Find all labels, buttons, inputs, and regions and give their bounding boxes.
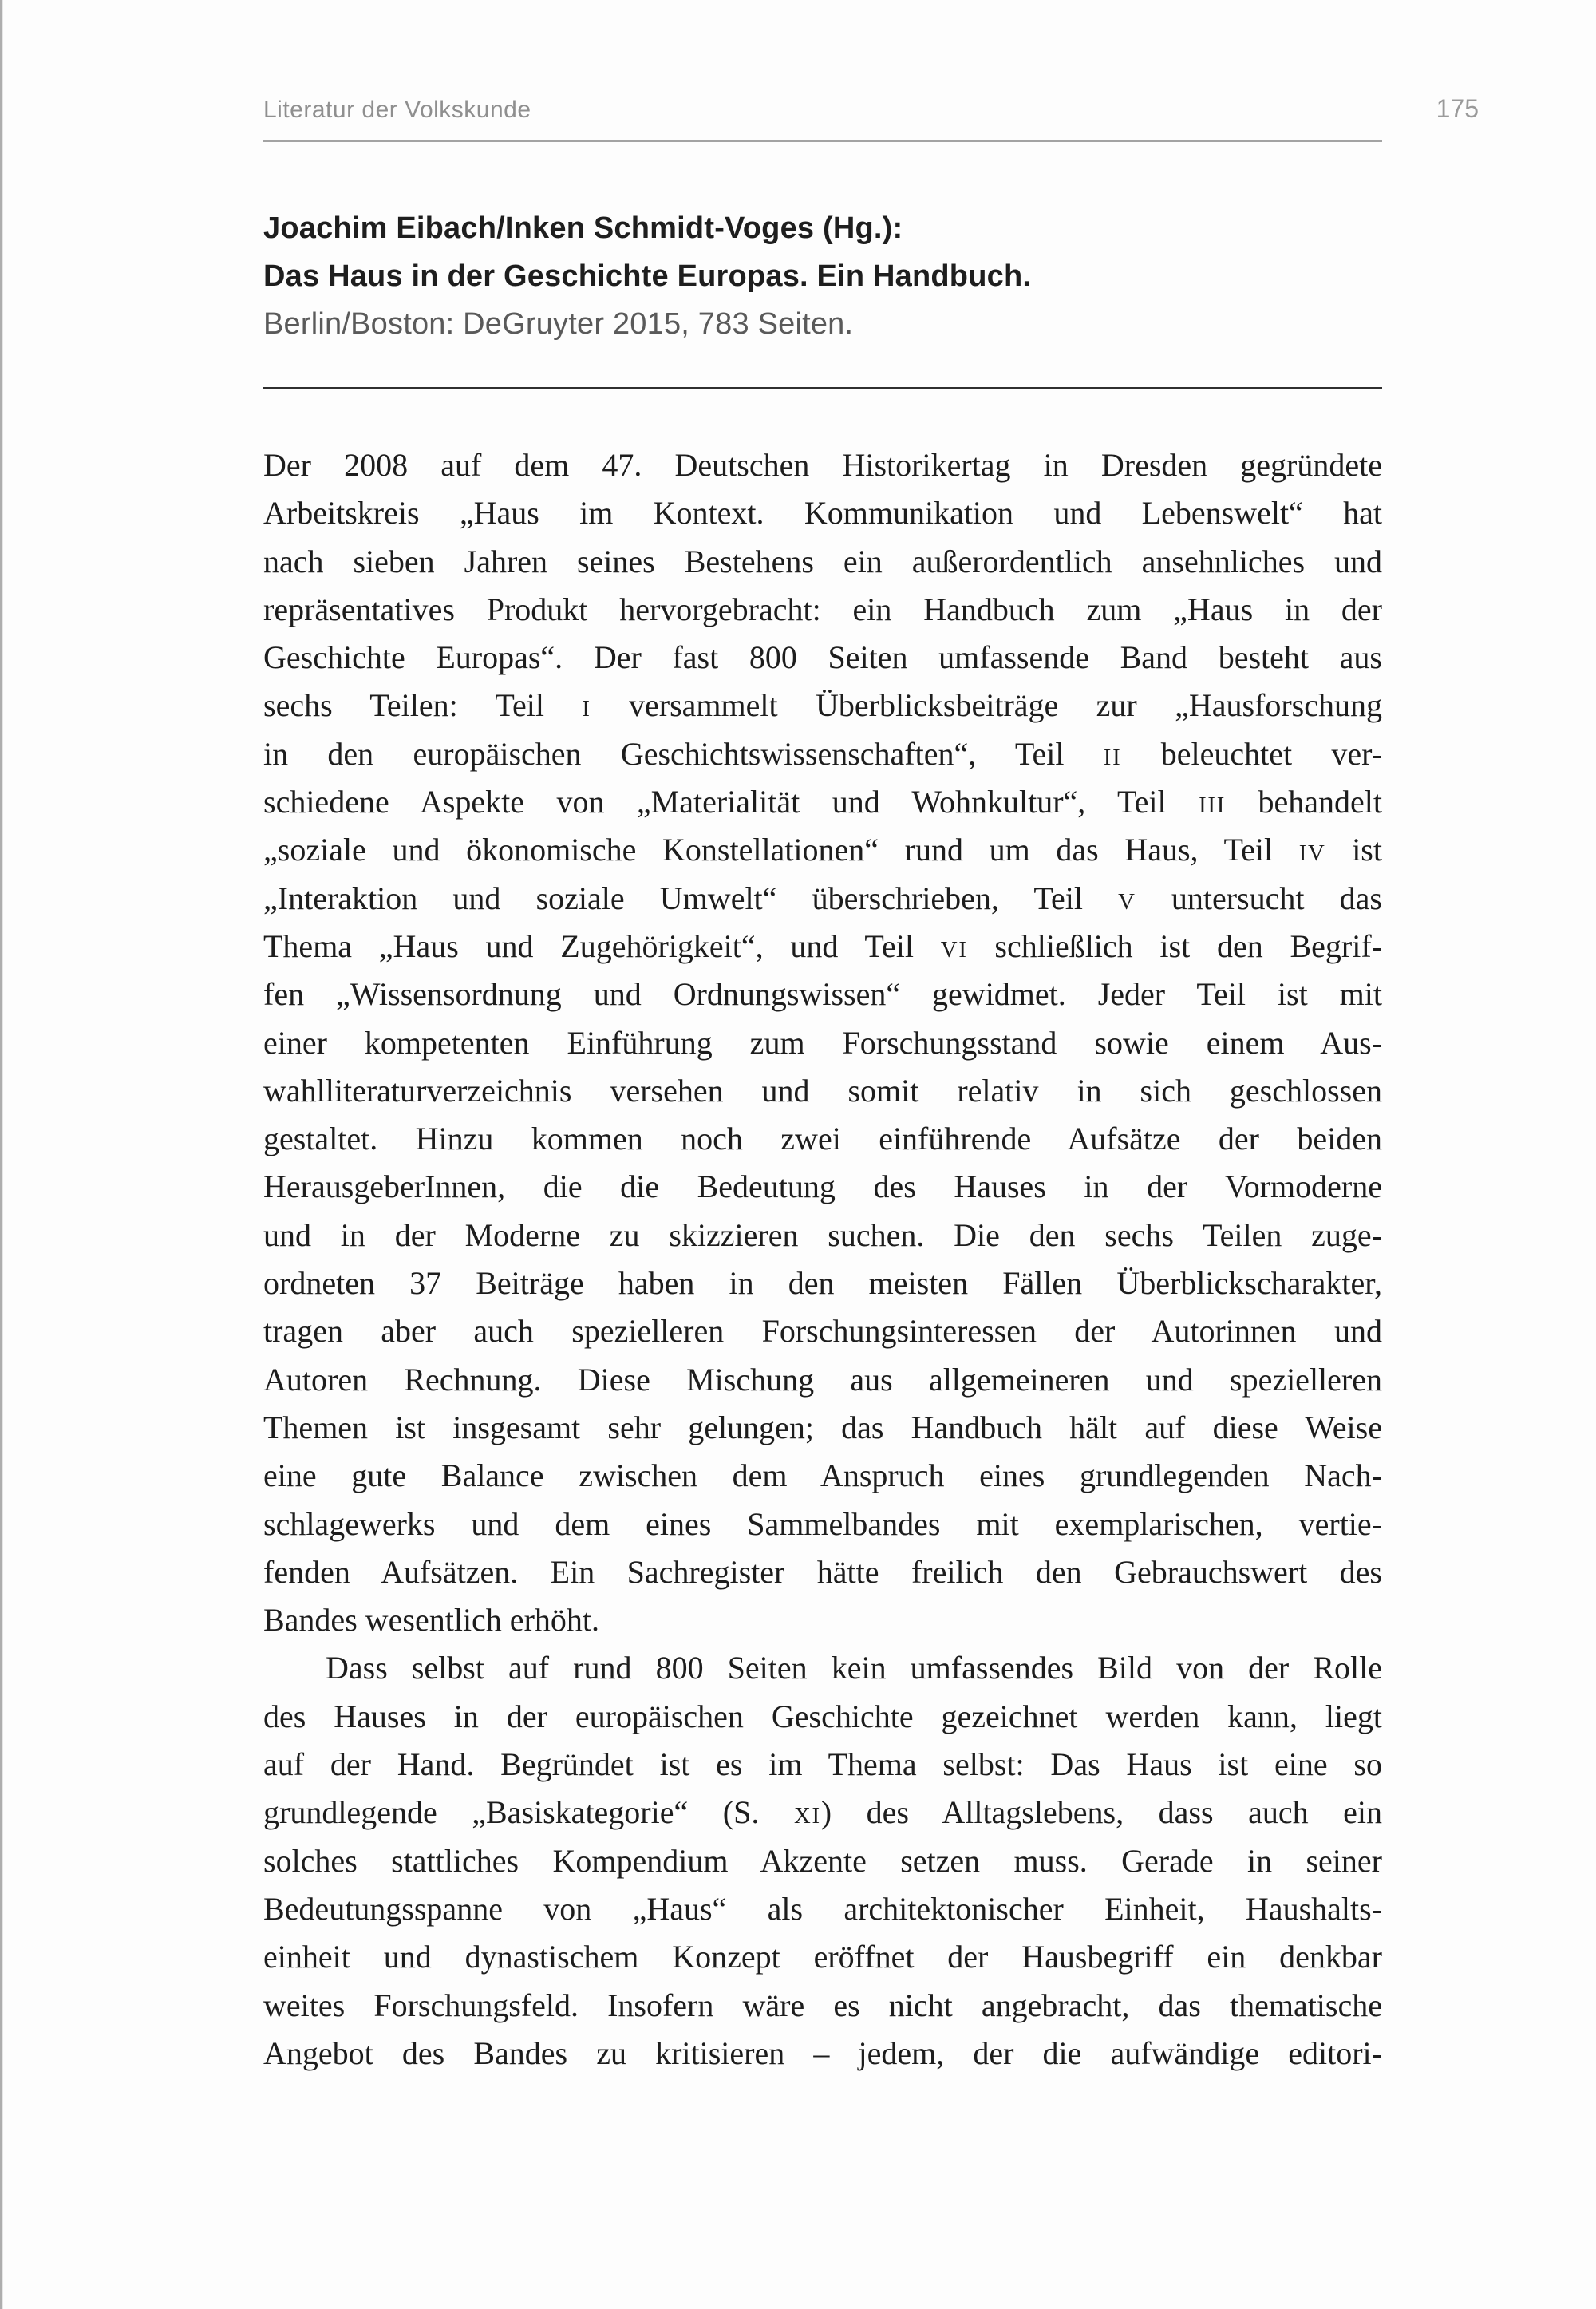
body-line: sechs Teilen: Teil I versammelt Überblicksbeiträge zur „Hausforschung (263, 687, 1382, 724)
body-line: und in der Moderne zu skizzieren suchen. Die den sechs Teilen zuge- (263, 1216, 1382, 1253)
body-line: eine gute Balance zwischen dem Anspruch eines grundlegenden Nach- (263, 1457, 1382, 1494)
body-line: wahlliteraturverzeichnis versehen und somit relativ in sich geschlossen (263, 1072, 1382, 1109)
small-caps-numeral: III (1199, 793, 1227, 819)
citation-title: Das Haus in der Geschichte Europas. Ein Handbuch. (263, 259, 1032, 293)
small-caps-numeral: V (1118, 888, 1136, 915)
body-line: fenden Aufsätzen. Ein Sachregister hätte freilich den Gebrauchswert des (263, 1553, 1382, 1590)
body-line: Der 2008 auf dem 47. Deutschen Historikertag in Dresden gegründete (263, 447, 1382, 483)
body-line: gestaltet. Hinzu kommen noch zwei einführende Aufsätze der beiden (263, 1121, 1382, 1157)
small-caps-numeral: XI (793, 1803, 821, 1829)
review-body-text (263, 441, 1382, 2078)
body-line: grundlegende „Basiskategorie“ (S. XI) des Alltagslebens, dass auch ein (263, 1794, 1382, 1831)
running-header (263, 94, 1479, 124)
citation-editors: Joachim Eibach/Inken Schmidt-Voges (Hg.): (263, 212, 903, 245)
small-caps-numeral: VI (940, 936, 968, 963)
running-header-title: Literatur der Volkskunde (263, 97, 531, 123)
body-line: fen „Wissensordnung und Ordnungswissen“ gewidmet. Jeder Teil ist mit (263, 976, 1382, 1013)
body-line: HerausgeberInnen, die die Bedeutung des Hauses in der Vormoderne (263, 1168, 1382, 1205)
body-line: ordneten 37 Beiträge haben in den meisten Fällen Überblickscharakter, (263, 1265, 1382, 1302)
body-line: einer kompetenten Einführung zum Forschungsstand sowie einem Aus- (263, 1024, 1382, 1061)
body-line: des Hauses in der europäischen Geschichte gezeichnet werden kann, liegt (263, 1698, 1382, 1734)
body-line: Arbeitskreis „Haus im Kontext. Kommunikation und Lebenswelt“ hat (263, 495, 1382, 532)
body-line: auf der Hand. Begründet ist es im Thema selbst: Das Haus ist eine so (263, 1746, 1382, 1783)
small-caps-numeral: I (582, 696, 591, 722)
page-number: 175 (1436, 94, 1479, 123)
header-rule (263, 140, 1382, 142)
citation-imprint: Berlin/Boston: DeGruyter 2015, 783 Seiten. (263, 307, 854, 341)
body-line: „Interaktion und soziale Umwelt“ überschrieben, Teil V untersucht das (263, 880, 1382, 916)
book-citation (263, 204, 1404, 348)
body-line: schlagewerks und dem eines Sammelbandes mit exemplarischen, vertie- (263, 1505, 1382, 1542)
small-caps-numeral: IV (1298, 840, 1326, 867)
body-line: in den europäischen Geschichtswissenschaften“, Teil II beleuchtet ver- (263, 735, 1382, 772)
body-line: solches stattliches Kompendium Akzente setzen muss. Gerade in seiner (263, 1842, 1382, 1879)
body-line: Bandes wesentlich erhöht. (263, 1602, 599, 1639)
body-line: tragen aber auch spezielleren Forschungsinteressen der Autorinnen und (263, 1313, 1382, 1350)
body-line: Thema „Haus und Zugehörigkeit“, und Teil VI schließlich ist den Begrif- (263, 927, 1382, 964)
small-caps-numeral: II (1103, 744, 1122, 770)
body-line: Autoren Rechnung. Diese Mischung aus allgemeineren und spezielleren (263, 1361, 1382, 1398)
body-line: einheit und dynastischem Konzept eröffnet der Hausbegriff ein denkbar (263, 1939, 1382, 1975)
body-line: „soziale und ökonomische Konstellationen“ rund um das Haus, Teil IV ist (263, 832, 1382, 868)
body-line: Geschichte Europas“. Der fast 800 Seiten umfassende Band besteht aus (263, 639, 1382, 676)
body-line: repräsentatives Produkt hervorgebracht: ein Handbuch zum „Haus in der (263, 591, 1382, 627)
body-line: nach sieben Jahren seines Bestehens ein außerordentlich ansehnliches und (263, 543, 1382, 579)
body-line: schiedene Aspekte von „Materialität und Wohnkultur“, Teil III behandelt (263, 784, 1382, 820)
body-line: Dass selbst auf rund 800 Seiten kein umfassendes Bild von der Rolle (326, 1650, 1382, 1686)
body-line: weites Forschungsfeld. Insofern wäre es nicht angebracht, das thematische (263, 1987, 1382, 2023)
citation-rule (263, 387, 1382, 389)
scan-edge-artifact (0, 0, 5, 2309)
body-line: Themen ist insgesamt sehr gelungen; das Handbuch hält auf diese Weise (263, 1409, 1382, 1445)
body-line: Angebot des Bandes zu kritisieren – jedem, der die aufwändige editori- (263, 2034, 1382, 2071)
body-line: Bedeutungsspanne von „Haus“ als architektonischer Einheit, Haushalts- (263, 1890, 1382, 1927)
